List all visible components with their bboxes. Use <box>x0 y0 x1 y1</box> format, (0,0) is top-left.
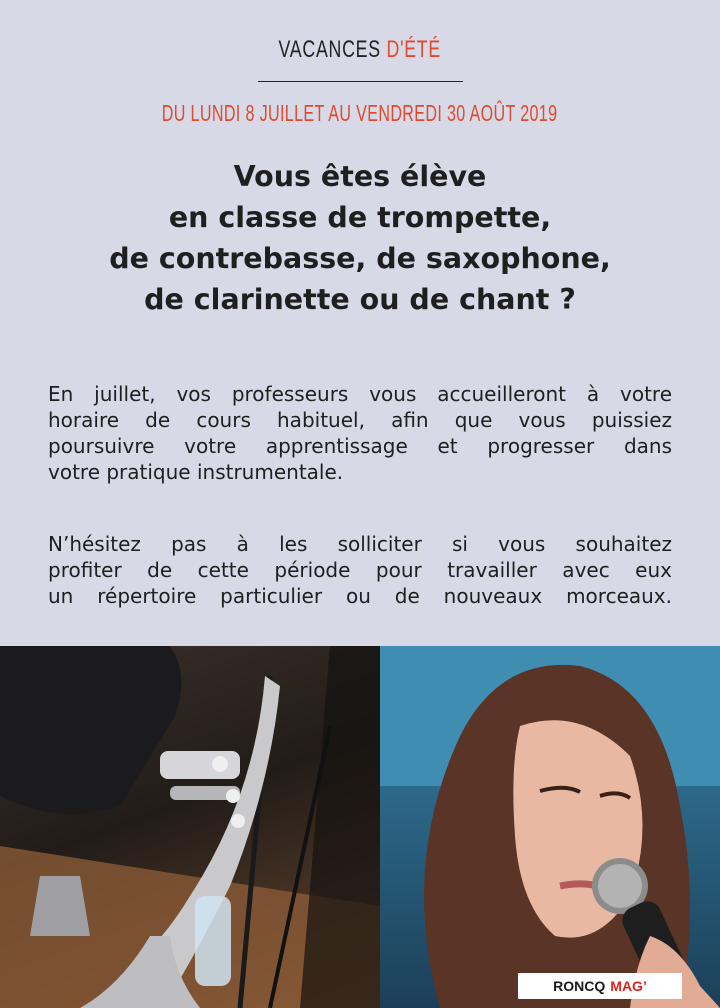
singer-illustration <box>380 646 720 1008</box>
paragraph-line: profiter de cette période pour travailler avec eux <box>48 558 672 582</box>
date-range <box>0 100 720 127</box>
paragraph-july <box>48 381 672 485</box>
date-range-text: DU LUNDI 8 JUILLET AU VENDREDI 30 AOÛT 2019 <box>162 100 558 126</box>
header-divider <box>258 81 463 82</box>
logo-accent-text: MAG’ <box>610 978 647 994</box>
paragraph-line: N’hésitez pas à les solliciter si vous souhaitez <box>48 532 672 556</box>
singer-photo <box>380 646 720 1008</box>
paragraph-invitation <box>48 531 672 609</box>
section-title <box>279 36 441 64</box>
section-title-main: VACANCES <box>278 36 387 63</box>
paragraph-line: un répertoire particulier ou de nouveaux morceaux. <box>48 584 672 608</box>
paragraph-line: En juillet, vos professeurs vous accueilleront à votre <box>48 382 672 406</box>
headline-line: de contrebasse, de saxophone, <box>109 242 611 275</box>
trumpet-illustration <box>0 646 380 1008</box>
trumpet-photo <box>0 646 380 1008</box>
headline-line: en classe de trompette, <box>168 201 552 234</box>
headline-line: de clarinette ou de chant ? <box>144 283 576 316</box>
section-title-accent: D'ÉTÉ <box>386 36 442 63</box>
headline-line: Vous êtes élève <box>233 160 487 193</box>
section-header <box>0 36 720 64</box>
magazine-logo <box>518 973 682 999</box>
paragraph-line: horaire de cours habituel, afin que vous puissiez <box>48 408 672 432</box>
paragraph-line: poursuivre votre apprentissage et progresser dans <box>48 434 672 458</box>
logo-text: RONCQ <box>553 978 606 994</box>
paragraph-line: votre pratique instrumentale. <box>48 460 344 484</box>
headline <box>40 156 680 320</box>
